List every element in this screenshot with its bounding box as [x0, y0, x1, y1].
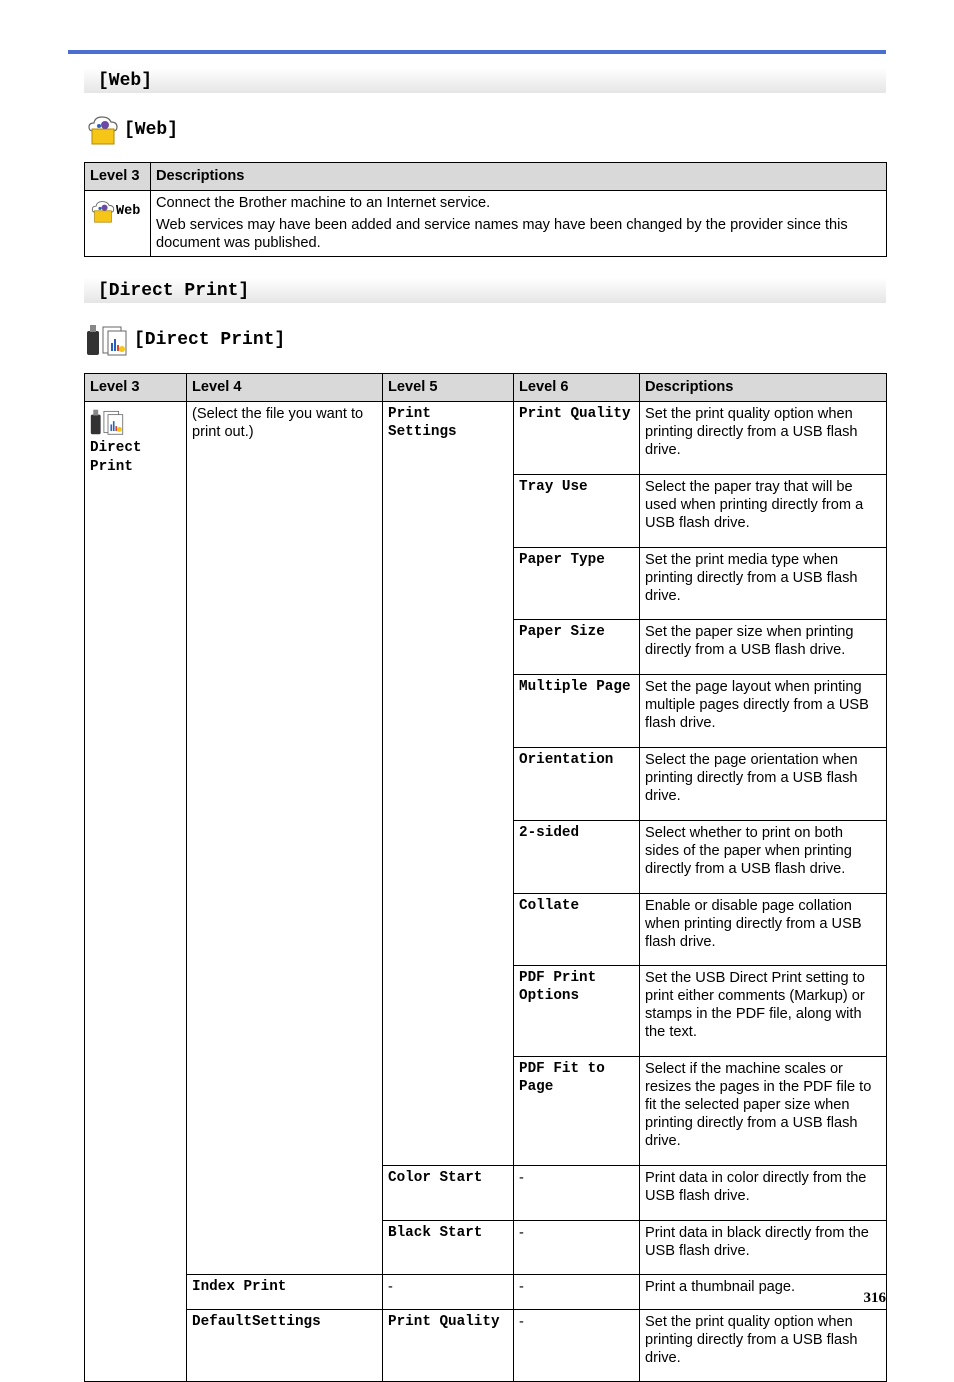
web-icon	[86, 114, 120, 146]
setting-description: Set the print quality option when printing directly from a USB flash drive.	[640, 402, 887, 475]
level6-dash: -	[514, 1310, 640, 1382]
table-row	[85, 191, 887, 257]
setting-description: Select whether to print on both sides of the paper when printing directly from a USB flash drive.	[640, 821, 887, 894]
level3-cell	[85, 402, 187, 1382]
level6-setting: Paper Type	[514, 548, 640, 620]
level6-setting: Paper Size	[514, 620, 640, 675]
table-row	[85, 1275, 887, 1310]
level6-dash: -	[514, 1221, 640, 1275]
web-table	[84, 162, 887, 257]
column-header: Level 6	[514, 374, 640, 402]
level6-setting: PDF Fit to Page	[514, 1057, 640, 1166]
top-rule	[68, 50, 886, 54]
direct-print-title	[86, 323, 285, 357]
page-number: 316	[863, 1290, 886, 1306]
level5-black-start: Black Start	[383, 1221, 514, 1275]
level6-setting: 2-sided	[514, 821, 640, 894]
level6-setting: Orientation	[514, 748, 640, 821]
setting-description: Print data in black directly from the USB flash drive.	[640, 1221, 887, 1275]
level6-setting: Collate	[514, 894, 640, 966]
setting-description: Print data in color directly from the USB flash drive.	[640, 1166, 887, 1221]
level6-setting: Multiple Page	[514, 675, 640, 748]
setting-description: Set the paper size when printing directly from a USB flash drive.	[640, 620, 887, 675]
web-description-2: Web services may have been added and service names may have been changed by the provider since this document was published.	[156, 217, 848, 251]
setting-description: Enable or disable page collation when printing directly from a USB flash drive.	[640, 894, 887, 966]
web-description-1: Connect the Brother machine to an Internet service.	[156, 195, 491, 211]
level4-index-print: Index Print	[187, 1275, 383, 1310]
column-header: Level 3	[85, 374, 187, 402]
level6-setting: PDF Print Options	[514, 966, 640, 1057]
setting-description: Set the print media type when printing directly from a USB flash drive.	[640, 548, 887, 620]
direct-print-section-header	[84, 278, 886, 303]
table-row	[85, 402, 887, 475]
level5-value: Print Quality	[383, 1310, 514, 1382]
level4-default-settings: DefaultSettings	[187, 1310, 383, 1382]
setting-description: Select the page orientation when printing directly from a USB flash drive.	[640, 748, 887, 821]
direct-print-icon	[90, 408, 181, 436]
direct-print-table	[84, 373, 887, 1382]
level6-dash: -	[514, 1166, 640, 1221]
table-row	[85, 1310, 887, 1382]
web-icon	[90, 199, 116, 224]
level5-color-start: Color Start	[383, 1166, 514, 1221]
level4-select-file: (Select the file you want to print out.)	[187, 402, 383, 1275]
level6-setting: Tray Use	[514, 475, 640, 548]
setting-description: Set the print quality option when printing directly from a USB flash drive.	[640, 1310, 887, 1382]
level6-dash: -	[514, 1275, 640, 1310]
setting-description: Print a thumbnail page.	[640, 1275, 887, 1310]
setting-description: Select the paper tray that will be used when printing directly from a USB flash drive.	[640, 475, 887, 548]
column-header: Level 5	[383, 374, 514, 402]
column-header: Level 3	[85, 163, 151, 191]
direct-print-title-text: [Direct Print]	[134, 330, 286, 350]
web-section-header-text: [Web]	[98, 71, 153, 91]
level3-web: Web	[116, 203, 141, 219]
level3-direct-print: Direct Print	[90, 440, 142, 475]
web-title	[86, 114, 178, 146]
column-header: Descriptions	[151, 163, 887, 191]
direct-print-section-header-text: [Direct Print]	[98, 281, 250, 301]
column-header: Level 4	[187, 374, 383, 402]
direct-print-icon	[86, 323, 130, 357]
level6-setting: Print Quality	[514, 402, 640, 475]
level5-value: -	[383, 1275, 514, 1310]
column-header: Descriptions	[640, 374, 887, 402]
level5-print-settings: Print Settings	[383, 402, 514, 1166]
setting-description: Set the USB Direct Print setting to print either comments (Markup) or stamps in the PDF file, along with the text.	[640, 966, 887, 1057]
web-section-header	[84, 68, 886, 93]
setting-description: Select if the machine scales or resizes the pages in the PDF file to fit the selected paper size when printing directly from a USB flash drive.	[640, 1057, 887, 1166]
setting-description: Set the page layout when printing multiple pages directly from a USB flash drive.	[640, 675, 887, 748]
web-title-text: [Web]	[124, 120, 179, 140]
